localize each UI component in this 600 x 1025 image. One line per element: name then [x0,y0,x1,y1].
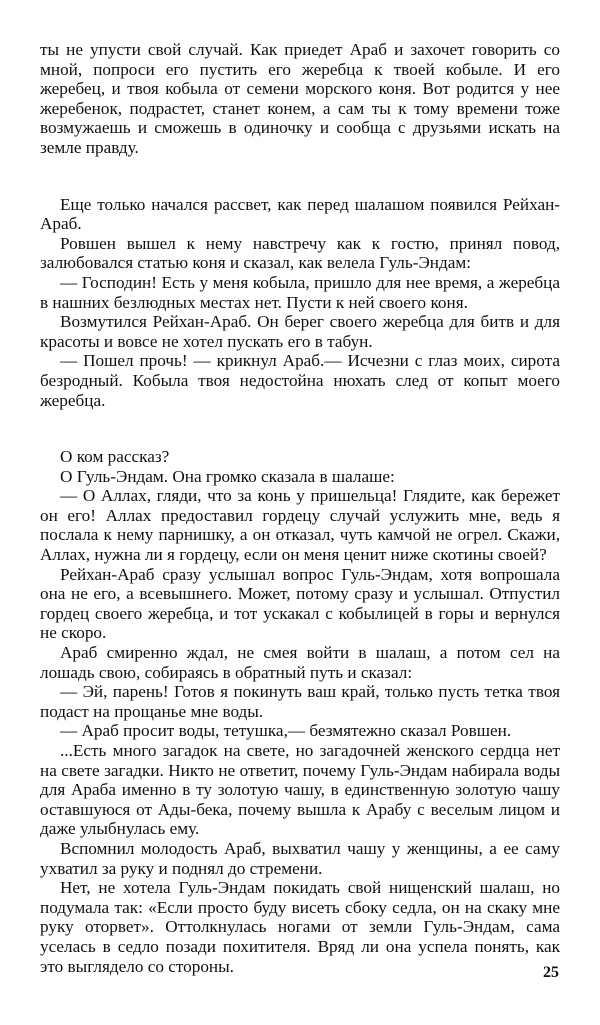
page-number: 25 [543,964,559,981]
paragraph: ты не упусти свой случай. Как приедет Араб и захочет говорить со мной, попроси его пустить его жеребца к твоей кобыле. И его жеребец, и твоя кобыла от семени морского коня. Вот родится у нее жеребенок, подрастет, станет конем, а сам ты к тому времени тоже возмужаешь и сможешь в одиночку и сообща с друзьями искать на земле правду. [40,40,560,157]
paragraph: — Пошел прочь! — крикнул Араб.— Исчезни с глаз моих, сирота безродный. Кобыла твоя недостойна нюхать след от копыт моего жеребца. [40,351,560,410]
paragraph: — Эй, парень! Готов я покинуть ваш край, только пусть тетка твоя подаст на прощанье мне воды. [40,682,560,721]
paragraph: Вспомнил молодость Араб, выхватил чашу у женщины, а ее саму ухватил за руку и поднял до стремени. [40,838,560,878]
paragraph: О Гуль-Эндам. Она громко сказала в шалаше: [60,466,395,486]
paragraph: Араб смиренно ждал, не смея войти в шалаш, а потом сел на лошадь свою, собираясь в обратный путь и сказал: [40,643,560,682]
paragraph: Нет, не хотела Гуль-Эндам покидать свой нищенский шалаш, но подумала так: «Если просто буду висеть сбоку седла, он на скаку мне руку оторвет». Оттолкнулась ногами от земли Гуль-Эндам, сама уселась в седло позади похитителя. Вряд ли она успела понять, как это выглядело со стороны. [40,878,560,976]
paragraph: Рейхан-Араб сразу услышал вопрос Гуль-Эндам, хотя вопрошала она не его, а всевышнего. Может, потому сразу и услышал. Отпустил гордец своего жеребца, и тот ускакал с кобылицей в горы и вернулся не скоро. [40,564,560,643]
section-break [40,158,560,195]
paragraph: Возмутился Рейхан-Араб. Он берег своего жеребца для битв и для красоты и вовсе не хотел пускать его в табун. [40,312,560,351]
section-break [40,410,560,447]
page-text [40,40,560,976]
paragraph: — О Аллах, гляди, что за конь у пришельца! Глядите, как бережет он его! Аллах предоставил гордецу случай услужить мне, ведь я послала к нему парнишку, а он отказал, чуть камчой не огрел. Скажи, Аллах, нужна ли я гордецу, если он меня ценит ниже скотины своей? [40,486,560,565]
paragraph: Еще только начался рассвет, как перед шалашом появился Рейхан-Араб. [40,194,560,234]
paragraph: — Араб просит воды, тетушка,— безмятежно сказал Ровшен. [60,721,512,741]
paragraph: ...Есть много загадок на свете, но загадочней женского сердца нет на свете загадки. Никто не ответит, почему Гуль-Эндам набирала воды для Араба именно в ту золотую чашу, в единственную золотую чашу оставшуюся от Ады-бека, почему вышла к Арабу с веселым лицом и даже улыбнулась ему. [40,741,560,839]
paragraph: О ком рассказ? [60,447,170,467]
paragraph: — Господин! Есть у меня кобыла, пришло для нее время, а жеребца в нашних безлюдных местах нет. Пусти к ней своего коня. [40,272,560,312]
paragraph: Ровшен вышел к нему навстречу как к гостю, принял повод, залюбовался статью коня и сказал, как велела Гуль-Эндам: [40,233,560,273]
